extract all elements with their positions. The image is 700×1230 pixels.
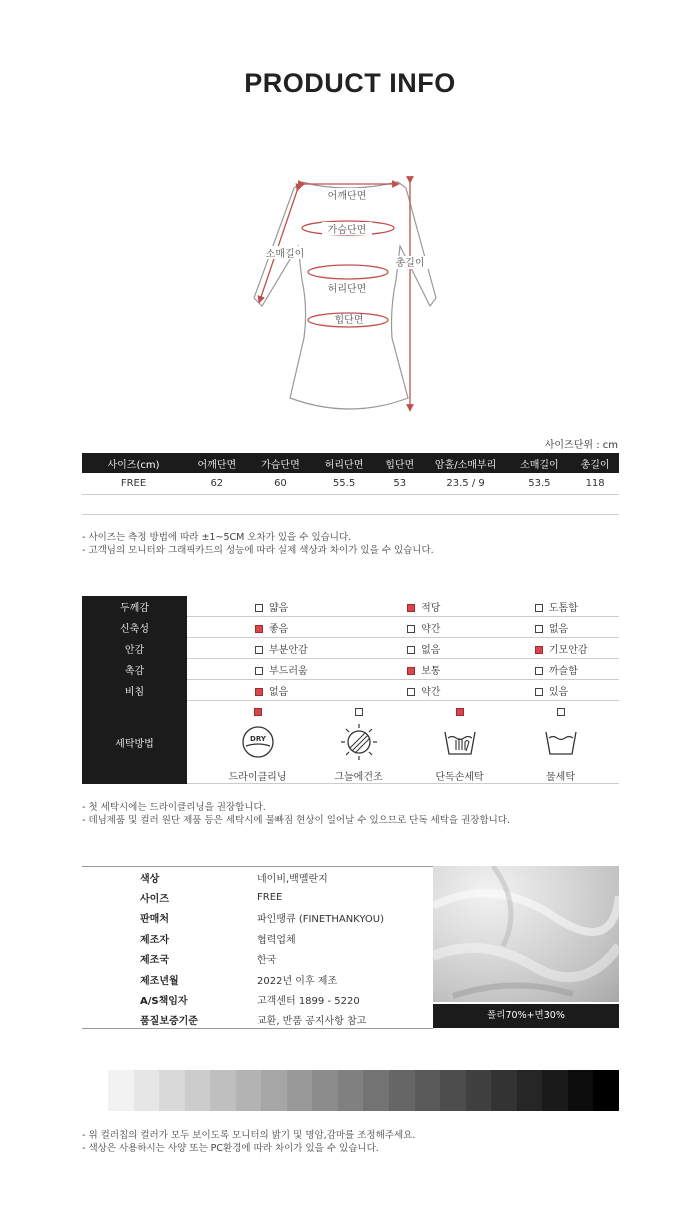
size-cell: 55.5 [312,473,376,495]
fabric-option-label: 약간 [421,623,441,635]
gray-chip [568,1070,594,1111]
spec-row [82,989,433,1009]
checkbox-icon[interactable] [535,604,543,612]
wash-option[interactable] [510,701,611,783]
fabric-row [82,638,619,659]
note-line: - 위 컬러칩의 컬러가 모두 보이도록 모니터의 밝기 및 명암,감마를 조정해주세요. [82,1130,416,1141]
fabric-option-label: 보통 [421,665,441,677]
wash-row [82,701,619,784]
gray-chip [134,1070,160,1111]
gray-chip [185,1070,211,1111]
fabric-row [82,680,619,701]
fabric-option-label: 적당 [421,602,441,614]
spec-key: 제조자 [140,934,169,946]
hand-wash-icon [409,722,510,762]
gray-chip [542,1070,568,1111]
fabric-option[interactable] [339,617,467,638]
shade-dry-icon [308,722,409,762]
spec-row [82,867,433,887]
sleeve-label: 소매길이 [265,249,305,260]
checkbox-icon[interactable] [535,667,543,675]
waist-label: 허리단면 [327,284,367,295]
fabric-photo [433,866,619,1002]
size-notes [82,531,642,557]
fabric-option[interactable] [467,659,619,680]
fabric-table [82,596,619,784]
gray-chip [312,1070,338,1111]
fabric-option-label: 없음 [269,686,289,698]
spec-value: 협력업체 [257,934,296,946]
size-header: 총길이 [571,453,619,473]
dress-outline [254,182,436,409]
wash-option[interactable] [207,701,308,783]
spec-value: 파인땡큐 (FINETHANKYOU) [257,914,385,926]
spec-value: 네이비,백멜란지 [257,873,328,885]
checkbox-icon[interactable] [535,625,543,633]
fabric-row-label: 세탁방법 [82,701,187,784]
fabric-option[interactable] [339,638,467,659]
gray-chip [159,1070,185,1111]
divider [82,514,619,515]
size-header: 허리단면 [312,453,376,473]
fabric-option[interactable] [187,638,339,659]
checkbox-icon[interactable] [355,708,363,716]
fabric-row [82,617,619,638]
checkbox-icon[interactable] [255,688,263,696]
gray-chip [440,1070,466,1111]
fabric-option[interactable] [339,596,467,617]
fabric-option[interactable] [467,617,619,638]
water-wash-icon [510,722,611,762]
gray-chip [363,1070,389,1111]
gray-chip [287,1070,313,1111]
fabric-option-label: 부드러움 [269,665,308,677]
spec-row [82,969,433,989]
fabric-option-label: 기모안감 [548,644,588,656]
size-cell: 23.5 / 9 [424,473,508,495]
spec-key: 판매처 [140,914,169,926]
spec-key: 품질보증기준 [140,1016,198,1028]
spec-value: 교환, 반품 공지사항 참고 [257,1016,367,1028]
fabric-option-label: 약간 [421,686,441,698]
spec-value: 2022년 이후 제조 [257,975,338,987]
fabric-option-label: 있음 [548,686,569,698]
dry-icon-label: DRY [249,735,266,743]
checkbox-icon[interactable] [407,688,415,696]
wash-option-label: 드라이클리닝 [228,772,287,783]
fabric-option-label: 부분안감 [269,644,308,656]
spec-key: 제조년월 [140,975,179,987]
divider [82,1028,433,1029]
checkbox-icon[interactable] [407,625,415,633]
size-cell: 53.5 [508,473,572,495]
size-cell: 60 [249,473,313,495]
spec-key: 색상 [140,873,160,885]
fabric-option-label: 없음 [548,623,569,635]
fabric-option[interactable] [187,617,339,638]
checkbox-icon[interactable] [255,625,263,633]
fabric-row [82,659,619,680]
shoulder-label: 어깨단면 [327,191,367,202]
size-header: 힙단면 [376,453,424,473]
dry-clean-icon [207,722,308,762]
fabric-option[interactable] [467,680,619,701]
spec-value: 한국 [257,955,277,967]
gray-chip [517,1070,543,1111]
spec-key: A/S책임자 [140,996,188,1008]
hip-label: 힙단면 [334,315,364,326]
spec-row [82,949,433,969]
fabric-row-label: 촉감 [82,659,187,680]
note-line: - 첫 세탁시에는 드라이클리닝을 권장합니다. [82,802,266,813]
gray-chip [593,1070,619,1111]
checkbox-icon[interactable] [407,646,415,654]
spec-row [82,928,433,948]
size-header: 가슴단면 [249,453,313,473]
fabric-option[interactable] [339,680,467,701]
size-header: 암홀/소매부리 [424,453,508,473]
gray-chip [236,1070,262,1111]
fabric-option-label: 도톰함 [548,602,578,614]
gray-chip [415,1070,441,1111]
checkbox-icon[interactable] [255,667,263,675]
gray-scale-chart [108,1070,619,1111]
spec-table [82,867,433,1030]
fabric-row-label: 두께감 [82,596,187,617]
fabric-option[interactable] [187,659,339,680]
checkbox-icon[interactable] [535,646,543,654]
size-cell: 62 [185,473,249,495]
gray-chip [389,1070,415,1111]
size-header: 사이즈(cm) [82,453,185,473]
bottom-notes [82,1129,642,1155]
checkbox-icon[interactable] [456,708,464,716]
checkbox-icon[interactable] [254,708,262,716]
gray-chip [491,1070,517,1111]
fabric-option-label: 좋음 [269,623,289,635]
spec-row [82,908,433,928]
fabric-option-label: 없음 [421,644,441,656]
spec-key: 사이즈 [140,894,169,906]
fabric-row [82,596,619,617]
size-unit: 사이즈단위 : cm [544,440,618,451]
table-row [82,473,619,495]
size-header: 어깨단면 [185,453,249,473]
checkbox-icon[interactable] [557,708,565,716]
fabric-option[interactable] [467,638,619,659]
dress-diagram [250,168,440,416]
fabric-option[interactable] [187,596,339,617]
checkbox-icon[interactable] [255,604,263,612]
spec-value: 고객센터 1899 - 5220 [257,996,360,1008]
size-table [82,453,619,495]
fabric-row-label: 비침 [82,680,187,701]
wash-option[interactable] [308,701,409,783]
note-line: - 사이즈는 측정 방법에 따라 ±1~5CM 오차가 있을 수 있습니다. [82,532,352,543]
note-line: - 색상은 사용하시는 사양 또는 PC환경에 따라 차이가 있을 수 있습니다. [82,1143,379,1154]
wash-option-label: 단독손세탁 [435,772,484,783]
fabric-option[interactable] [467,596,619,617]
fabric-option-label: 까슬함 [548,665,578,677]
gray-chip [338,1070,364,1111]
wash-option-label: 물세탁 [546,772,575,783]
wash-notes [82,801,642,827]
gray-chip [108,1070,134,1111]
fabric-composition: 폴리70%+면30% [433,1004,619,1028]
chest-label: 가슴단면 [327,225,367,236]
fabric-option[interactable] [339,659,467,680]
size-header: 소매길이 [508,453,572,473]
wash-option[interactable] [409,701,510,783]
spec-row [82,887,433,907]
total-length-label: 총길이 [395,258,425,269]
checkbox-icon[interactable] [255,646,263,654]
spec-value: FREE [257,892,283,904]
checkbox-icon[interactable] [407,667,415,675]
gray-chip [466,1070,492,1111]
fabric-texture [433,866,619,1002]
fabric-row-label: 안감 [82,638,187,659]
fabric-option[interactable] [187,680,339,701]
checkbox-icon[interactable] [407,604,415,612]
fabric-option-label: 얇음 [269,602,289,614]
size-cell: FREE [82,473,185,495]
note-line: - 고객님의 모니터와 그래픽카드의 성능에 따라 실제 색상과 차이가 있을 수 있습니다. [82,545,434,556]
wash-option-label: 그늘에건조 [334,772,383,783]
fabric-row-label: 신축성 [82,617,187,638]
checkbox-icon[interactable] [535,688,543,696]
gray-chip [210,1070,236,1111]
size-cell: 118 [571,473,619,495]
page-title: PRODUCT INFO [244,68,456,98]
gray-chip [261,1070,287,1111]
spec-key: 제조국 [140,955,169,967]
size-cell: 53 [376,473,424,495]
note-line: - 데님제품 및 컬러 원단 제품 등은 세탁시에 물빠짐 현상이 일어날 수 있으므로 단독 세탁을 권장합니다. [82,815,511,826]
